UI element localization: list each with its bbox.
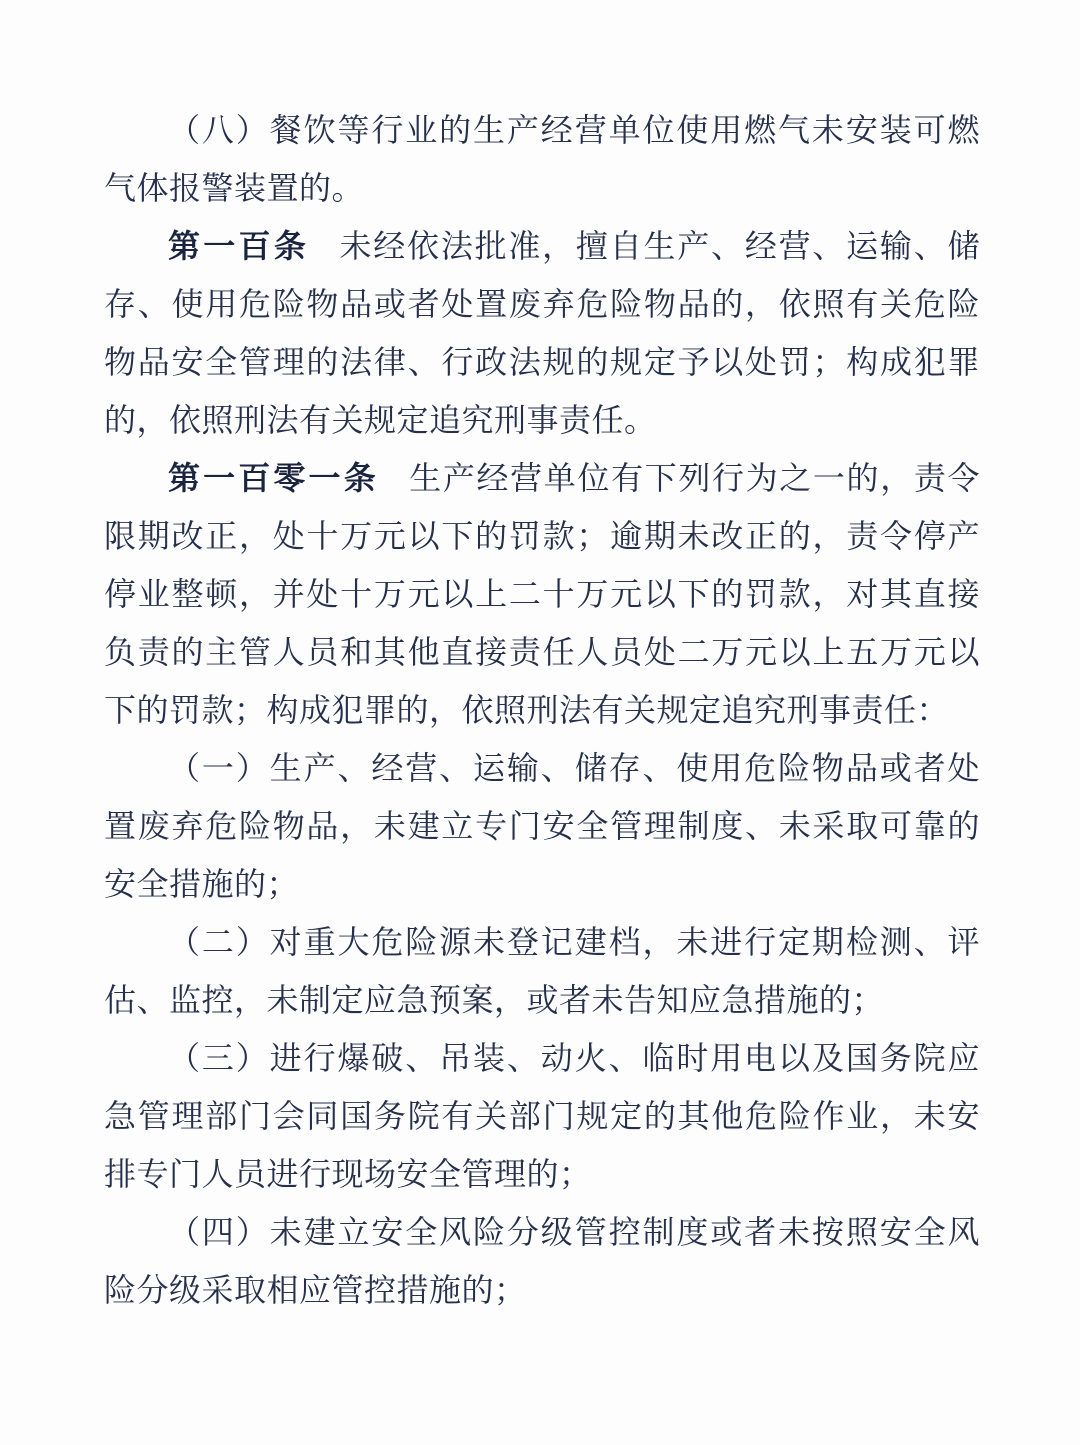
- article-101-paragraph: [104, 449, 980, 739]
- document-text-block: [104, 101, 980, 1319]
- paragraph-text: 未经依法批准，擅自生产、经营、运输、储存、使用危险物品或者处置废弃危险物品的，依照有关危险物品安全管理的法律、行政法规的规定予以处罚；构成犯罪的，依照刑法有关规定追究刑事责任。: [104, 228, 980, 438]
- paragraph-text: （二）对重大危险源未登记建档，未进行定期检测、评估、监控，未制定应急预案，或者未告知应急措施的；: [104, 924, 980, 1018]
- clause-8-paragraph: [104, 101, 980, 217]
- article-100-paragraph: [104, 217, 980, 449]
- paragraph-text: （三）进行爆破、吊装、动火、临时用电以及国务院应急管理部门会同国务院有关部门规定的其他危险作业，未安排专门人员进行现场安全管理的；: [104, 1040, 980, 1192]
- paragraph-text: （四）未建立安全风险分级管控制度或者未按照安全风险分级采取相应管控措施的；: [104, 1214, 980, 1308]
- paragraph-text: 生产经营单位有下列行为之一的，责令限期改正，处十万元以下的罚款；逾期未改正的，责令停产停业整顿，并处十万元以上二十万元以下的罚款，对其直接负责的主管人员和其他直接责任人员处二万元以上五万元以下的罚款；构成犯罪的，依照刑法有关规定追究刑事责任：: [104, 460, 980, 728]
- article-101-number: 第一百零一条: [168, 460, 379, 496]
- paragraph-text: （八）餐饮等行业的生产经营单位使用燃气未安装可燃气体报警装置的。: [104, 112, 980, 206]
- clause-1-paragraph: [104, 739, 980, 913]
- article-100-number: 第一百条: [168, 228, 310, 264]
- clause-2-paragraph: [104, 913, 980, 1029]
- clause-3-paragraph: [104, 1029, 980, 1203]
- clause-4-paragraph: [104, 1203, 980, 1319]
- paragraph-text: （一）生产、经营、运输、储存、使用危险物品或者处置废弃危险物品，未建立专门安全管理制度、未采取可靠的安全措施的；: [104, 750, 980, 902]
